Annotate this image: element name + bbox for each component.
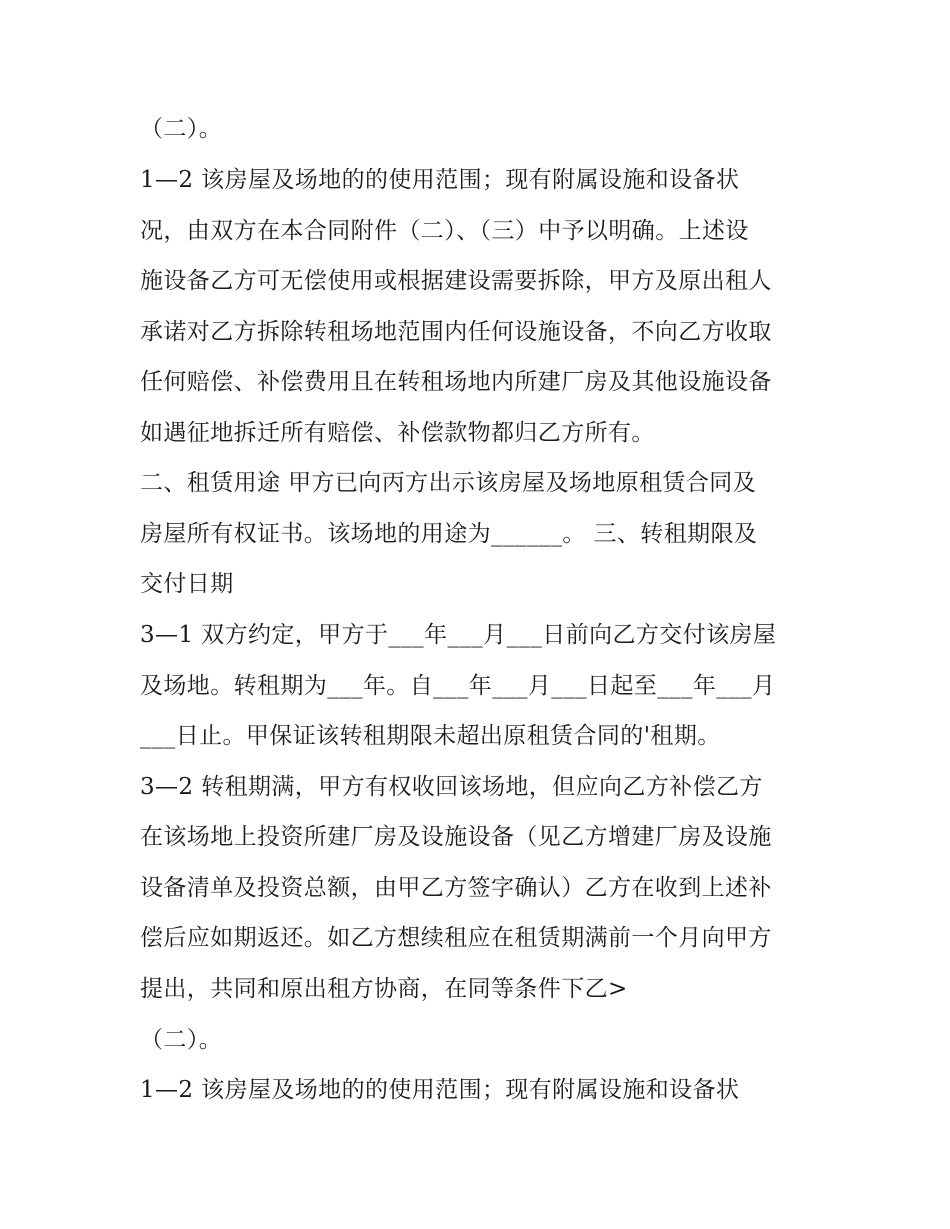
text-line: （二）。 xyxy=(140,1027,223,1053)
text-line: 1—2 该房屋及场地的的使用范围；现有附属设施和设备状 xyxy=(140,1077,740,1103)
text-line: 任何赔偿、补偿费用且在转租场地内所建厂房及其他设施设备 xyxy=(140,369,772,395)
text-line: 设备清单及投资总额，由甲乙方签字确认）乙方在收到上述补 xyxy=(140,875,772,901)
text-line: 3—1 双方约定，甲方于___年___月___日前向乙方交付该房屋 xyxy=(140,622,777,648)
text-line: 如遇征地拆迁所有赔偿、补偿款物都归乙方所有。 xyxy=(140,420,655,446)
text-line: ___日止。甲保证该转租期限未超出原租赁合同的'租期。 xyxy=(140,723,721,749)
text-line: （二）。 xyxy=(140,116,223,142)
text-line: 及场地。转租期为___年。自___年___月___日起至___年___月 xyxy=(140,673,776,699)
text-line: 1—2 该房屋及场地的的使用范围；现有附属设施和设备状 xyxy=(140,167,740,193)
text-line: 交付日期 xyxy=(140,571,234,597)
text-line: 偿后应如期返还。如乙方想续租应在租赁期满前一个月向甲方 xyxy=(140,925,772,951)
text-line: 承诺对乙方拆除转租场地范围内任何设施设备，不向乙方收取 xyxy=(140,319,772,345)
text-line: 施设备乙方可无偿使用或根据建设需要拆除，甲方及原出租人 xyxy=(140,268,772,294)
text-line: 3—2 转租期满，甲方有权收回该场地，但应向乙方补偿乙方 xyxy=(140,774,763,800)
text-line: 房屋所有权证书。该场地的用途为______。 三、转租期限及 xyxy=(140,521,758,547)
text-line: 二、租赁用途 甲方已向丙方出示该房屋及场地原租赁合同及 xyxy=(140,470,757,496)
text-line: 在该场地上投资所建厂房及设施设备（见乙方增建厂房及设施 xyxy=(140,824,772,850)
text-line: 提出，共同和原出租方协商，在同等条件下乙> xyxy=(140,976,628,1002)
text-line: 况，由双方在本合同附件（二）、（三）中予以明确。上述设 xyxy=(140,218,749,244)
